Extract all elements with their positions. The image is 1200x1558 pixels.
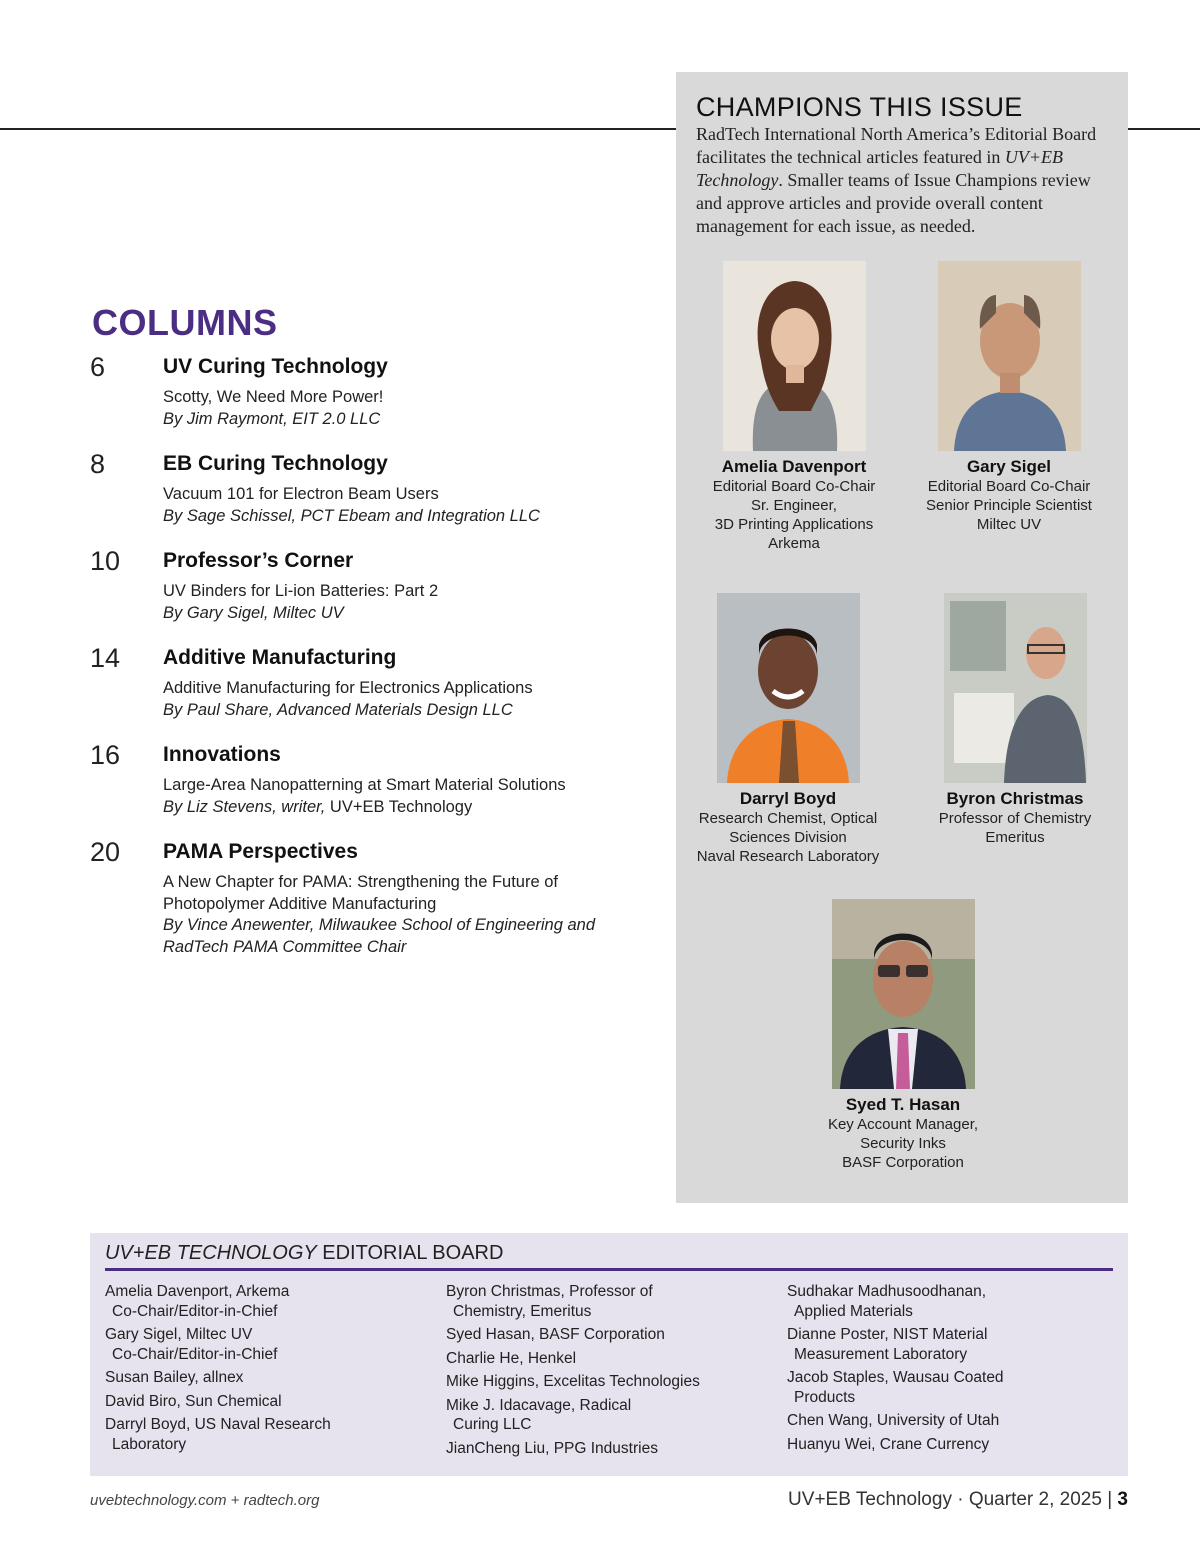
champion-name: Gary Sigel — [966, 457, 1052, 476]
footer-issue-info — [788, 1489, 1128, 1511]
champion-role: Sciences Division — [729, 829, 847, 846]
champion-role: 3D Printing Applications — [714, 516, 874, 533]
member-name: Charlie He, Henkel — [446, 1349, 577, 1367]
champion-role: Key Account Manager, — [827, 1116, 979, 1133]
member-affiliation: Measurement Laboratory — [794, 1345, 968, 1363]
member-affiliation: Products — [794, 1388, 856, 1406]
member-name: Amelia Davenport, Arkema — [105, 1283, 290, 1300]
article-byline: By Paul Share, Advanced Materials Design LLC — [163, 700, 513, 719]
article-title: Scotty, We Need More Power! — [163, 388, 384, 406]
board-member — [105, 1415, 435, 1454]
champion-role: Security Inks — [860, 1135, 946, 1152]
column-heading[interactable]: Innovations — [163, 743, 281, 766]
member-affiliation: Applied Materials — [794, 1302, 913, 1320]
member-affiliation: Laboratory — [112, 1435, 187, 1453]
portrait-photo — [832, 899, 975, 1089]
champion-card — [683, 593, 893, 866]
champions-desc-text-end: . Smaller teams of Issue Champions review and approve articles and provide overall content management for each issue, as needed. — [696, 170, 1091, 236]
article-byline: By Sage Schissel, PCT Ebeam and Integration LLC — [163, 506, 540, 525]
column-article — [163, 872, 653, 958]
champions-desc-magazine: UV+EB Technology — [696, 147, 1063, 190]
champion-name: Byron Christmas — [946, 789, 1084, 808]
article-byline: By Gary Sigel, Miltec UV — [163, 603, 344, 622]
champion-role: Sr. Engineer, — [751, 497, 837, 514]
columns-title: COLUMNS — [92, 302, 278, 343]
board-member — [446, 1372, 776, 1392]
header-rule-left — [0, 128, 676, 130]
portrait-photo — [944, 593, 1087, 783]
column-article — [163, 775, 653, 818]
footer-publication: UV+EB Technology · Quarter 2, 2025 — [788, 1489, 1102, 1510]
column-heading[interactable]: PAMA Perspectives — [163, 840, 358, 863]
member-name: Syed Hasan, BASF Corporation — [446, 1326, 665, 1343]
member-name: JianCheng Liu, PPG Industries — [446, 1439, 658, 1457]
champions-desc-text: RadTech International North America’s Editorial Board facilitates the technical articles featured in — [696, 124, 1097, 167]
board-member — [105, 1392, 435, 1412]
member-name: Dianne Poster, NIST Material — [787, 1326, 988, 1343]
board-title-text: EDITORIAL BOARD — [316, 1242, 504, 1264]
board-title-magazine: UV+EB TECHNOLOGY — [105, 1242, 317, 1264]
member-name: Chen Wang, University of Utah — [787, 1412, 1000, 1429]
portrait-photo — [717, 593, 860, 783]
member-name: Huanyu Wei, Crane Currency — [787, 1435, 990, 1453]
footer-separator: | — [1101, 1489, 1118, 1510]
header-rule-right — [1128, 128, 1200, 130]
champion-role: Research Chemist, Optical — [698, 810, 878, 827]
champions-title: CHAMPIONS THIS ISSUE — [696, 92, 1023, 122]
member-name: Gary Sigel, Miltec UV — [105, 1326, 253, 1343]
board-member — [446, 1439, 776, 1459]
portrait-photo — [723, 261, 866, 451]
article-byline: By Jim Raymont, EIT 2.0 LLC — [163, 409, 381, 428]
byline-author: By Liz Stevens, writer, — [163, 797, 326, 816]
page-number: 6 — [90, 352, 106, 382]
champion-card — [910, 593, 1120, 847]
page-number: 16 — [90, 740, 121, 770]
member-affiliation: Chemistry, Emeritus — [453, 1302, 592, 1320]
board-member — [446, 1282, 776, 1321]
article-title: UV Binders for Li-ion Batteries: Part 2 — [163, 582, 439, 600]
page-number: 20 — [90, 837, 121, 867]
champions-panel — [676, 72, 1128, 1203]
member-name: David Biro, Sun Chemical — [105, 1392, 282, 1410]
page-number: 8 — [90, 449, 106, 479]
article-title: Additive Manufacturing for Electronics Applications — [163, 679, 533, 697]
column-article — [163, 387, 653, 430]
column-article — [163, 484, 653, 527]
member-role: Co-Chair/Editor-in-Chief — [112, 1345, 278, 1363]
article-title: A New Chapter for PAMA: Strengthening the Future of Photopolymer Additive Manufacturing — [163, 873, 558, 913]
champion-name: Syed T. Hasan — [845, 1095, 961, 1114]
champion-name: Darryl Boyd — [739, 789, 837, 808]
board-member — [787, 1325, 1117, 1364]
member-name: Mike Higgins, Excelitas Technologies — [446, 1373, 700, 1390]
article-title: Vacuum 101 for Electron Beam Users — [163, 485, 439, 503]
article-byline — [163, 797, 653, 819]
column-heading[interactable]: Additive Manufacturing — [163, 646, 397, 669]
champion-org: Arkema — [768, 535, 820, 552]
champion-role: Editorial Board Co-Chair — [712, 478, 876, 495]
board-column-2 — [446, 1282, 776, 1462]
byline-publication: UV+EB Technology — [325, 797, 473, 816]
champion-role: Emeritus — [985, 829, 1045, 846]
board-member — [105, 1282, 435, 1321]
board-column-1 — [105, 1282, 435, 1458]
article-byline: By Vince Anewenter, Milwaukee School of Engineering and RadTech PAMA Committee Chair — [163, 916, 596, 956]
board-title — [105, 1242, 503, 1265]
article-title: Large-Area Nanopatterning at Smart Material Solutions — [163, 776, 566, 794]
member-name: Byron Christmas, Professor of — [446, 1283, 653, 1300]
column-article — [163, 678, 653, 721]
footer-websites[interactable]: uvebtechnology.com + radtech.org — [90, 1492, 320, 1509]
champion-role: Editorial Board Co-Chair — [927, 478, 1091, 495]
board-member — [787, 1368, 1117, 1407]
page-number-footer: 3 — [1117, 1489, 1128, 1510]
board-member — [787, 1411, 1117, 1431]
board-member — [446, 1325, 776, 1345]
column-article — [163, 581, 653, 624]
member-name: Darryl Boyd, US Naval Research — [105, 1416, 331, 1433]
member-name: Sudhakar Madhusoodhanan, — [787, 1283, 987, 1300]
board-rule — [105, 1268, 1113, 1271]
champions-description — [696, 123, 1116, 238]
member-role: Co-Chair/Editor-in-Chief — [112, 1302, 278, 1320]
column-heading[interactable]: Professor’s Corner — [163, 549, 354, 572]
champion-org: Miltec UV — [976, 516, 1042, 533]
member-name: Susan Bailey, allnex — [105, 1369, 244, 1386]
champion-card — [904, 261, 1114, 534]
board-member — [105, 1368, 435, 1388]
portrait-photo — [938, 261, 1081, 451]
page-number: 14 — [90, 643, 121, 673]
member-name: Mike J. Idacavage, Radical — [446, 1396, 632, 1414]
board-member — [787, 1435, 1117, 1455]
member-affiliation: Curing LLC — [453, 1416, 532, 1433]
editorial-board — [90, 1233, 1128, 1476]
champion-card — [798, 899, 1008, 1172]
board-member — [787, 1282, 1117, 1321]
member-name: Jacob Staples, Wausau Coated — [787, 1369, 1004, 1386]
champion-role: Professor of Chemistry — [938, 810, 1092, 827]
champion-org: BASF Corporation — [842, 1154, 964, 1171]
champion-org: Naval Research Laboratory — [696, 848, 880, 865]
column-heading[interactable]: EB Curing Technology — [163, 452, 388, 475]
board-member — [105, 1325, 435, 1364]
column-heading[interactable]: UV Curing Technology — [163, 355, 388, 378]
champion-name: Amelia Davenport — [721, 457, 867, 476]
board-member — [446, 1396, 776, 1435]
board-member — [446, 1349, 776, 1369]
board-column-3 — [787, 1282, 1117, 1458]
page-number: 10 — [90, 546, 121, 576]
champion-card — [689, 261, 899, 553]
champion-role: Senior Principle Scientist — [926, 497, 1092, 514]
